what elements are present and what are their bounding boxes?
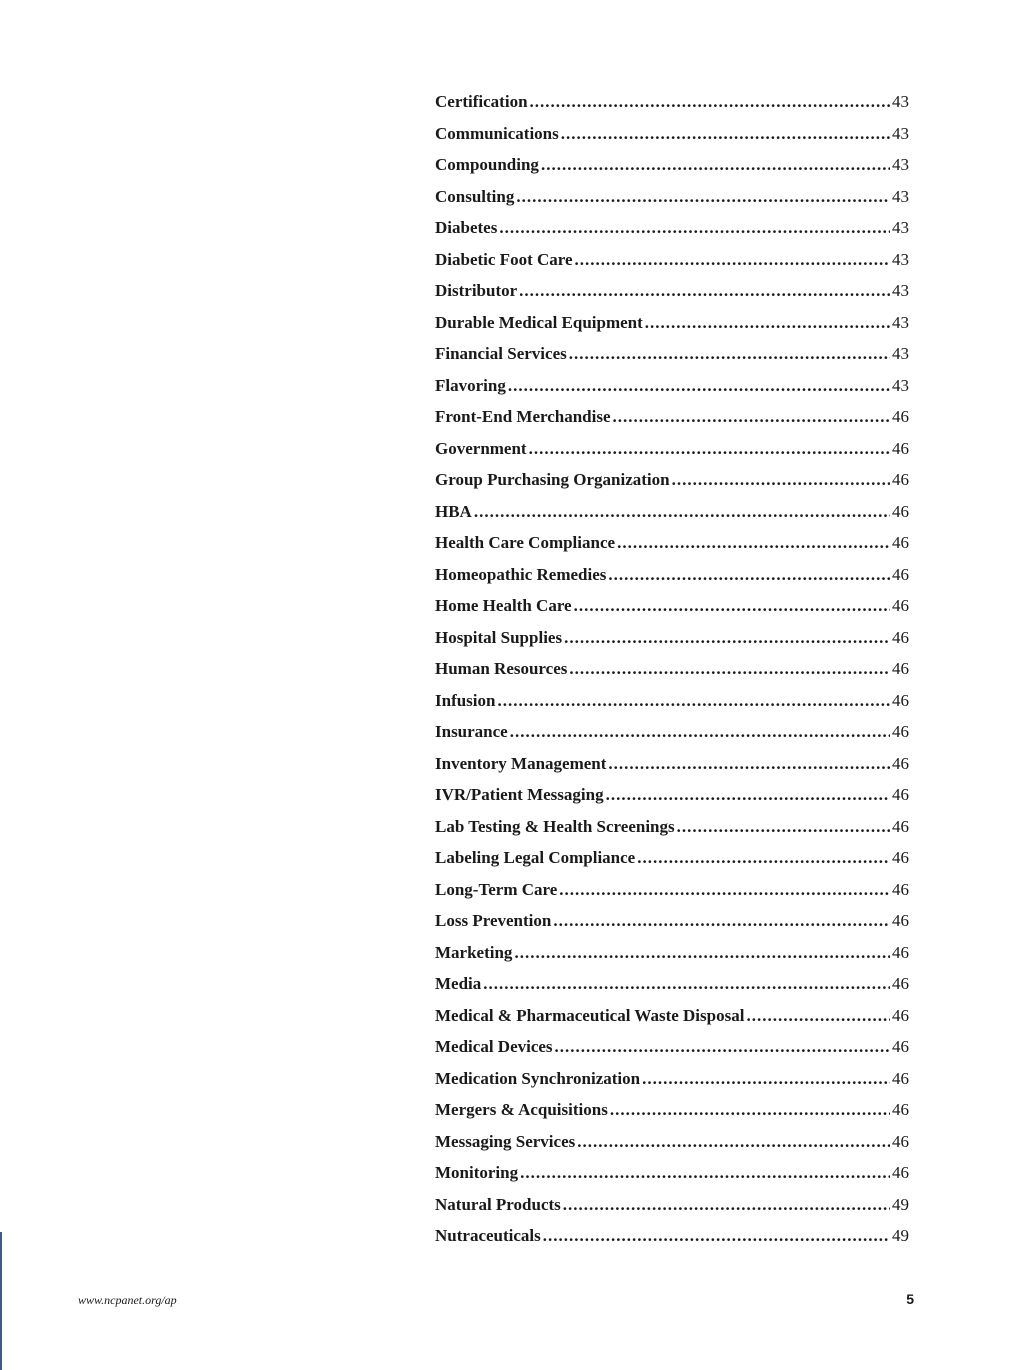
toc-entry-page: 46 xyxy=(892,848,909,867)
toc-entry-page: 46 xyxy=(892,1100,909,1119)
toc-entry-label: Marketing xyxy=(435,942,513,962)
toc-entry-page: 46 xyxy=(892,911,909,930)
toc-entry-page: 46 xyxy=(892,407,909,426)
dot-leader xyxy=(610,1100,890,1120)
dot-leader xyxy=(497,691,890,711)
toc-entry[interactable] xyxy=(435,218,909,250)
toc-entry-page: 46 xyxy=(892,1005,909,1025)
dot-leader xyxy=(529,439,890,459)
toc-entry-page: 46 xyxy=(892,974,909,993)
toc-entry[interactable] xyxy=(435,376,909,408)
toc-entry[interactable] xyxy=(435,880,909,912)
toc-entry-page: 46 xyxy=(892,1037,909,1056)
dot-leader xyxy=(608,754,890,774)
toc-entry-label: Financial Services xyxy=(435,344,567,363)
toc-entry-label: Hospital Supplies xyxy=(435,627,563,647)
toc-entry-page: 43 xyxy=(892,186,909,206)
toc-entry-label: Human Resources xyxy=(435,659,568,678)
toc-entry[interactable] xyxy=(435,911,909,943)
toc-entry[interactable] xyxy=(435,439,909,471)
toc-entry-page: 46 xyxy=(892,501,909,521)
dot-leader xyxy=(530,92,890,112)
table-of-contents xyxy=(435,92,909,1258)
toc-entry-label: Insurance xyxy=(435,722,508,741)
toc-entry-label: Nutraceuticals xyxy=(435,1226,541,1245)
toc-entry-label: Loss Prevention xyxy=(435,911,552,930)
dot-leader xyxy=(555,1037,890,1057)
toc-entry-label: Media xyxy=(435,974,482,993)
dot-leader xyxy=(474,502,890,522)
dot-leader xyxy=(553,911,890,931)
toc-entry[interactable] xyxy=(435,943,909,975)
dot-leader xyxy=(563,1195,890,1215)
toc-entry-label: Diabetic Foot Care xyxy=(435,249,573,269)
toc-entry[interactable] xyxy=(435,470,909,502)
toc-entry-label: Distributor xyxy=(435,281,518,300)
dot-leader xyxy=(617,533,890,553)
toc-entry-label: Certification xyxy=(435,92,528,111)
toc-entry-label: Medical & Pharmaceutical Waste Disposal xyxy=(435,1005,745,1025)
toc-entry[interactable] xyxy=(435,785,909,817)
toc-entry[interactable] xyxy=(435,344,909,376)
dot-leader xyxy=(541,155,890,175)
dot-leader xyxy=(569,659,890,679)
toc-entry[interactable] xyxy=(435,628,909,660)
toc-entry[interactable] xyxy=(435,691,909,723)
toc-entry-label: Diabetes xyxy=(435,218,498,237)
toc-entry-page: 46 xyxy=(892,785,909,804)
toc-entry-page: 49 xyxy=(892,1226,909,1245)
toc-entry-page: 46 xyxy=(892,596,909,615)
dot-leader xyxy=(642,1069,890,1089)
toc-entry[interactable] xyxy=(435,533,909,565)
toc-entry-label: Mergers & Acquisitions xyxy=(435,1100,608,1119)
toc-entry-page: 46 xyxy=(892,690,909,710)
dot-leader xyxy=(519,281,890,301)
toc-entry-label: HBA xyxy=(435,501,472,521)
toc-entry-page: 46 xyxy=(892,470,909,489)
toc-entry-label: Compounding xyxy=(435,155,539,174)
toc-entry-label: Front-End Merchandise xyxy=(435,407,611,426)
toc-entry[interactable] xyxy=(435,848,909,880)
toc-entry-page: 43 xyxy=(892,281,909,300)
dot-leader xyxy=(520,1163,890,1183)
toc-entry[interactable] xyxy=(435,565,909,597)
toc-entry[interactable] xyxy=(435,596,909,628)
dot-leader xyxy=(564,628,890,648)
left-edge-rule xyxy=(0,1232,2,1370)
toc-entry-label: Flavoring xyxy=(435,375,506,395)
toc-entry-label: Medical Devices xyxy=(435,1037,553,1056)
toc-entry[interactable] xyxy=(435,1132,909,1164)
dot-leader xyxy=(516,187,890,207)
dot-leader xyxy=(559,880,890,900)
toc-entry[interactable] xyxy=(435,1069,909,1101)
toc-entry-page: 46 xyxy=(892,942,909,962)
toc-entry-label: IVR/Patient Messaging xyxy=(435,785,604,804)
toc-entry-label: Home Health Care xyxy=(435,596,572,615)
toc-entry[interactable] xyxy=(435,1006,909,1038)
dot-leader xyxy=(575,250,890,270)
dot-leader xyxy=(677,817,890,837)
toc-entry[interactable] xyxy=(435,1100,909,1132)
toc-entry[interactable] xyxy=(435,722,909,754)
dot-leader xyxy=(574,596,890,616)
toc-entry[interactable] xyxy=(435,407,909,439)
toc-entry[interactable] xyxy=(435,754,909,786)
toc-entry-page: 46 xyxy=(892,879,909,899)
toc-entry-page: 43 xyxy=(892,312,909,332)
toc-entry-page: 46 xyxy=(892,533,909,552)
page-number: 5 xyxy=(906,1291,914,1307)
toc-entry-page: 46 xyxy=(892,816,909,836)
toc-entry-label: Long-Term Care xyxy=(435,879,558,899)
dot-leader xyxy=(606,785,890,805)
toc-entry-page: 46 xyxy=(892,438,909,458)
dot-leader xyxy=(514,943,890,963)
toc-entry-page: 46 xyxy=(892,1131,909,1151)
dot-leader xyxy=(608,565,890,585)
dot-leader xyxy=(637,848,890,868)
toc-entry-page: 43 xyxy=(892,155,909,174)
toc-entry-page: 43 xyxy=(892,218,909,237)
toc-entry-page: 46 xyxy=(892,564,909,584)
toc-entry[interactable] xyxy=(435,1195,909,1227)
toc-entry[interactable] xyxy=(435,250,909,282)
toc-entry-page: 46 xyxy=(892,627,909,647)
toc-entry-label: Communications xyxy=(435,123,559,143)
dot-leader xyxy=(543,1226,890,1246)
toc-entry[interactable] xyxy=(435,1163,909,1195)
toc-entry[interactable] xyxy=(435,1037,909,1069)
toc-entry[interactable] xyxy=(435,187,909,219)
toc-entry[interactable] xyxy=(435,817,909,849)
toc-entry[interactable] xyxy=(435,1226,909,1258)
toc-entry-label: Government xyxy=(435,438,527,458)
footer-url[interactable]: www.ncpanet.org/ap xyxy=(78,1293,177,1307)
toc-entry-page: 43 xyxy=(892,92,909,111)
toc-entry[interactable] xyxy=(435,313,909,345)
toc-entry-label: Infusion xyxy=(435,690,496,710)
dot-leader xyxy=(613,407,890,427)
toc-entry-label: Natural Products xyxy=(435,1194,561,1214)
dot-leader xyxy=(483,974,890,994)
dot-leader xyxy=(645,313,890,333)
toc-entry-label: Consulting xyxy=(435,186,515,206)
dot-leader xyxy=(561,124,890,144)
toc-entry[interactable] xyxy=(435,92,909,124)
dot-leader xyxy=(508,376,890,396)
toc-entry-page: 43 xyxy=(892,344,909,363)
toc-entry[interactable] xyxy=(435,155,909,187)
toc-entry-label: Medication Synchronization xyxy=(435,1068,641,1088)
toc-entry-label: Homeopathic Remedies xyxy=(435,564,607,584)
dot-leader xyxy=(672,470,890,490)
toc-entry-label: Group Purchasing Organization xyxy=(435,470,670,489)
dot-leader xyxy=(510,722,890,742)
toc-entry-label: Health Care Compliance xyxy=(435,533,616,552)
toc-entry-page: 43 xyxy=(892,123,909,143)
toc-entry-page: 49 xyxy=(892,1194,909,1214)
toc-entry-label: Labeling Legal Compliance xyxy=(435,848,636,867)
toc-entry-page: 46 xyxy=(892,722,909,741)
toc-entry-page: 46 xyxy=(892,659,909,678)
toc-entry[interactable] xyxy=(435,974,909,1006)
toc-entry-label: Messaging Services xyxy=(435,1131,576,1151)
dot-leader xyxy=(577,1132,890,1152)
toc-entry-label: Monitoring xyxy=(435,1163,519,1182)
toc-entry-page: 46 xyxy=(892,1163,909,1182)
dot-leader xyxy=(569,344,890,364)
toc-entry[interactable] xyxy=(435,502,909,534)
toc-entry-label: Inventory Management xyxy=(435,753,607,773)
dot-leader xyxy=(746,1006,890,1026)
toc-entry-label: Durable Medical Equipment xyxy=(435,312,643,332)
toc-entry[interactable] xyxy=(435,281,909,313)
toc-entry-page: 43 xyxy=(892,249,909,269)
dot-leader xyxy=(499,218,890,238)
toc-entry-label: Lab Testing & Health Screenings xyxy=(435,816,675,836)
toc-entry[interactable] xyxy=(435,124,909,156)
toc-entry-page: 46 xyxy=(892,753,909,773)
toc-entry-page: 46 xyxy=(892,1068,909,1088)
toc-entry-page: 43 xyxy=(892,375,909,395)
toc-entry[interactable] xyxy=(435,659,909,691)
